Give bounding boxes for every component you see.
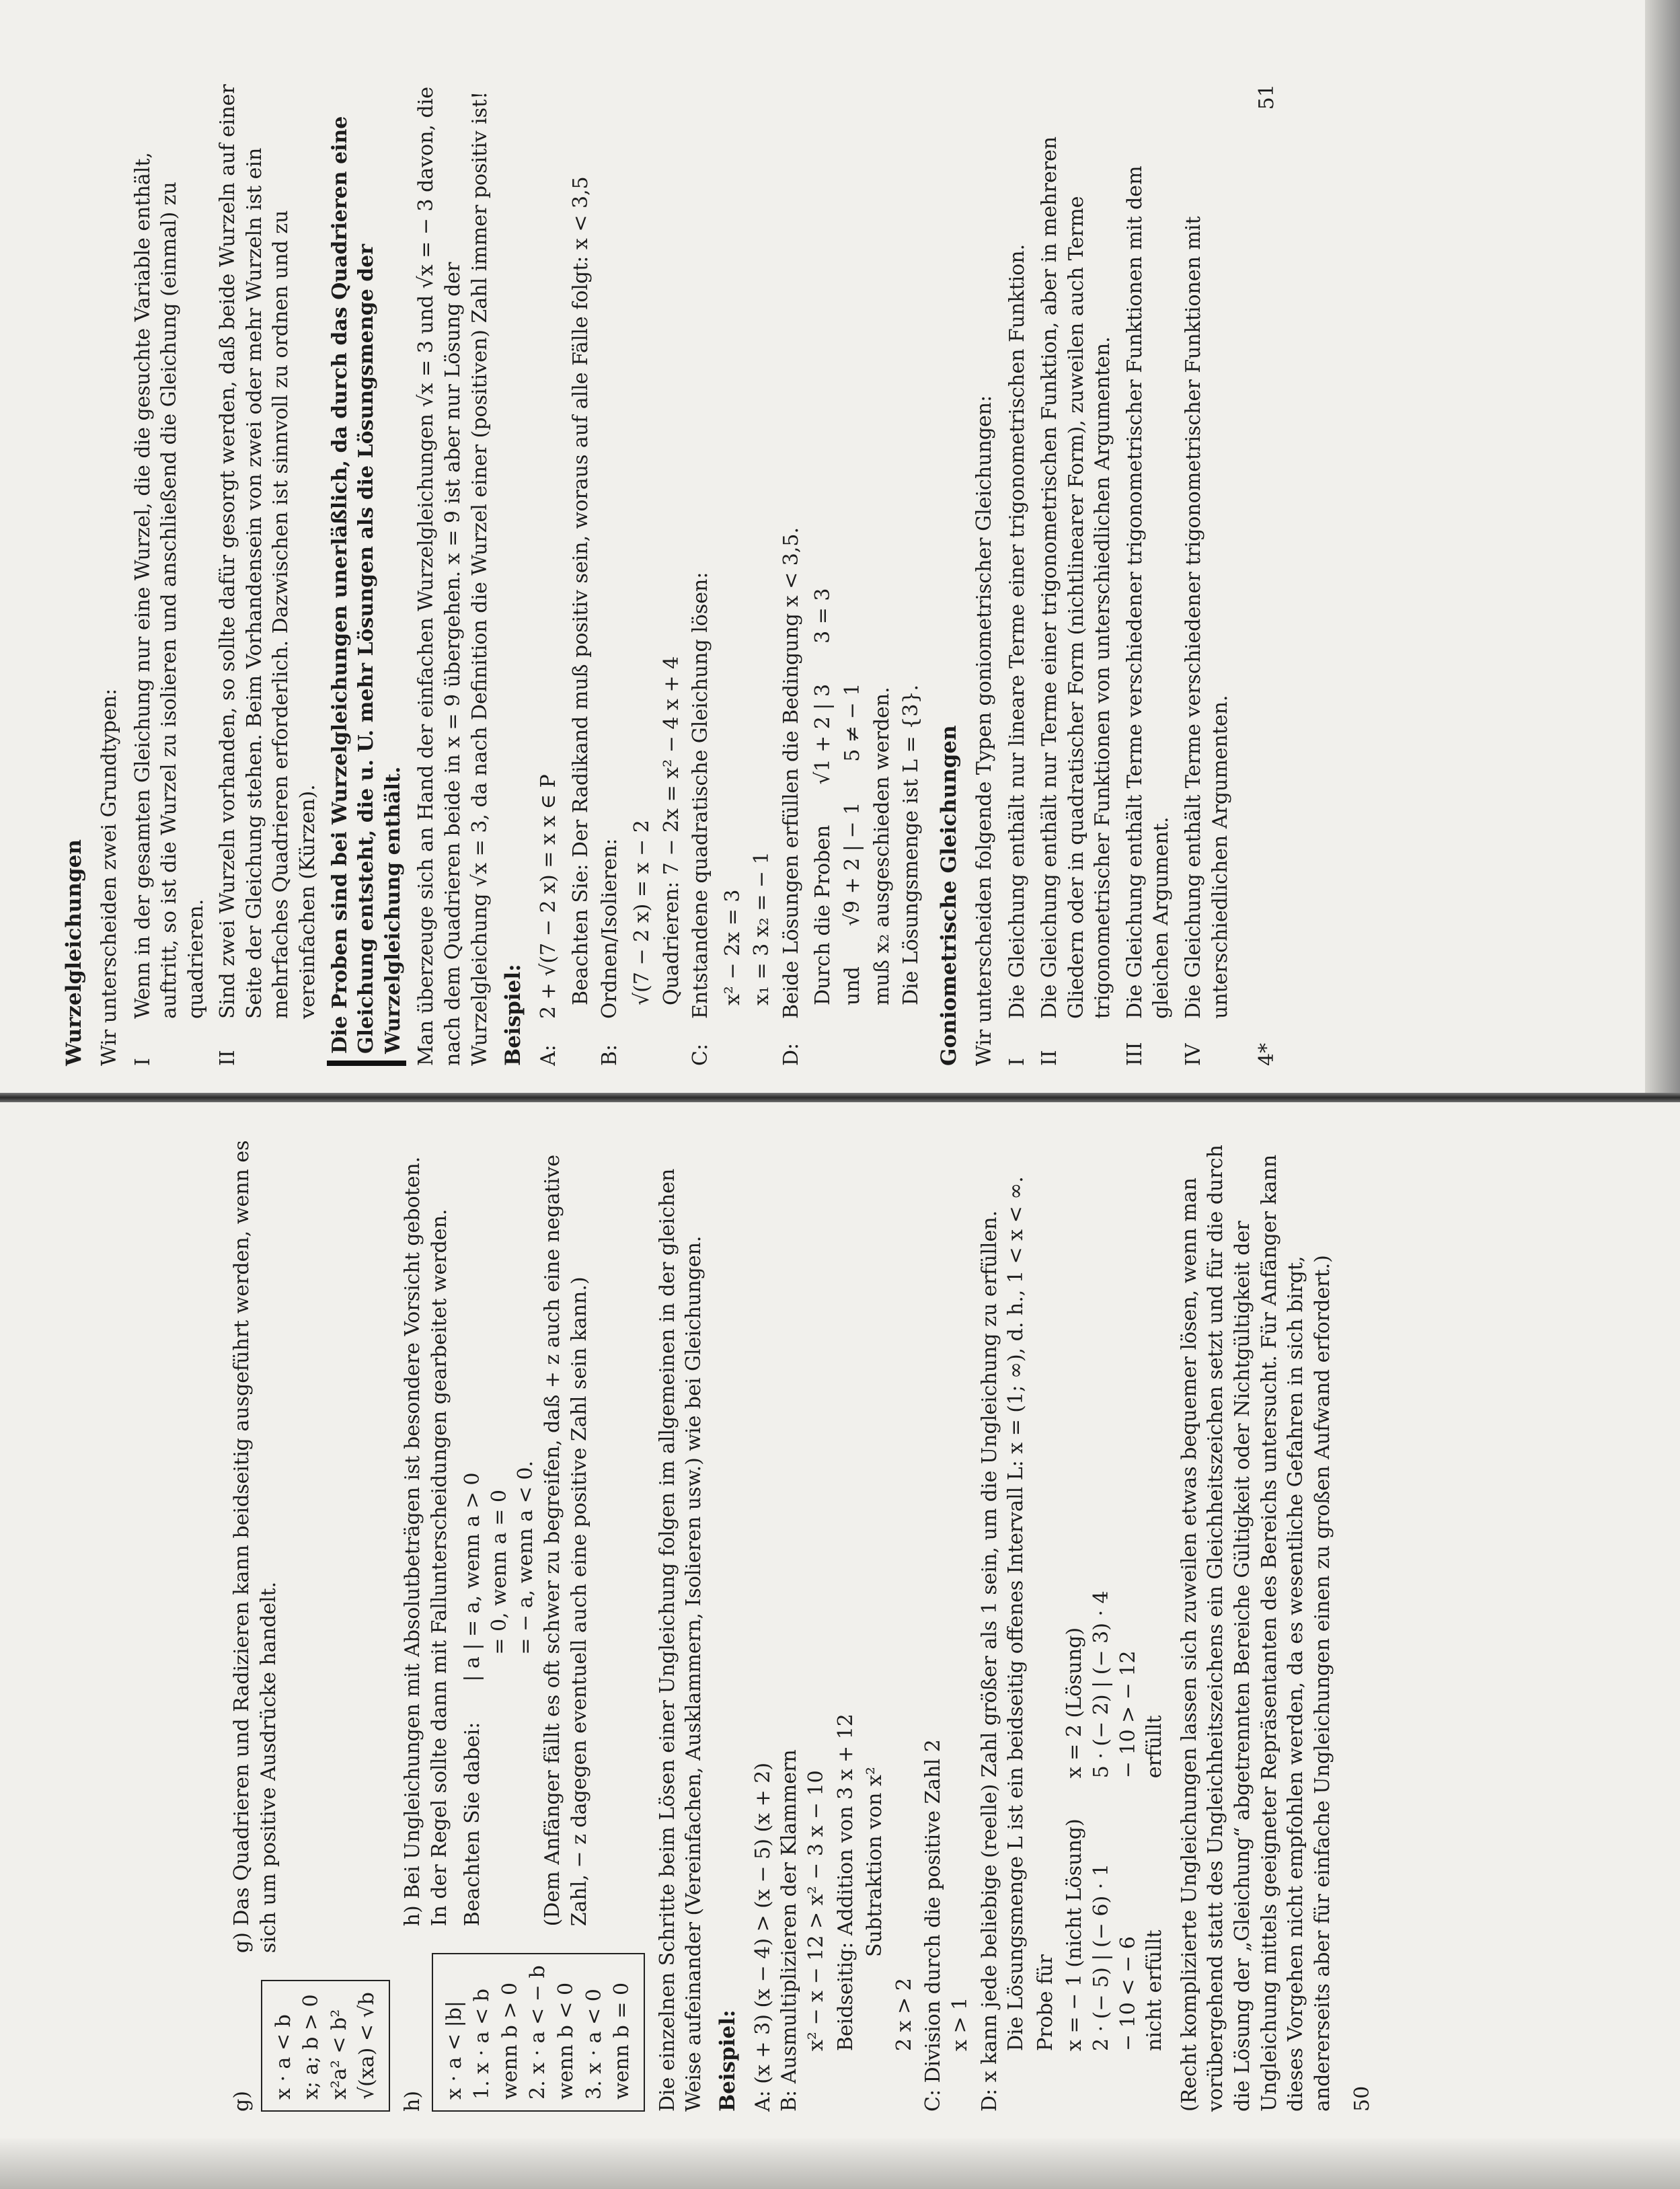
equation: x > 1 (948, 1997, 972, 2051)
page-number: 51 (1255, 84, 1279, 110)
probe-table: x = − 1 (nicht Lösung) 2 · (− 5) | (− 6) · 1 − 10 < − 6 nicht erfüllt x = 2 (Lösung) 5 · (− 2) | (− 3) · 4 − 10 > − 12 erfüllt (1063, 1590, 1167, 2051)
gonio-type: II Die Gleichung enthält nur Terme einer trigonometrischen Funktion, aber in mehreren Gliedern oder in quadratischer Form (nichtlinearer Form), zuweilen auch Terme trigonometrischer Funktionen von unterschiedlichen Argumenten. (1037, 136, 1115, 1066)
page-edge (0, 2139, 1680, 2189)
h-note: (Dem Anfänger fällt es oft schwer zu begreifen, daß + z auch eine negative Zahl, − z dagegen eventuell auch eine positive Zahl sein kann.) (540, 1154, 591, 1927)
equation: 2 x > 2 (892, 1978, 916, 2051)
convince-text: Man überzeuge sich an Hand der einfachen Wurzelgleichungen √x = 3 und √x = − 3 davon, die nach dem Quadrieren beide in x = 9 übergehen. x = 9 ist aber nur Lösung der Wurzelgleichung √x = 3, da nach Definition die Wurzel einer (positiven) Zahl immer positiv ist! (414, 86, 492, 1066)
step-a-note: Beachten Sie: Der Radikand muß positiv sein, woraus auf alle Fälle folgt: x < 3,5 (568, 176, 593, 1005)
probe-row: Durch die Proben √1 + 2 | 3 3 = 3 (811, 588, 835, 1005)
closing-note: (Recht komplizierte Ungleichungen lassen sich zuweilen etwas bequemer lösen, wenn man vorübergehend statt des Ungleichheitszeichens ein Gleichheitszeichen setzt und für die durch die Lösung der „Gleichung“ abgetrennten Bereiche Gültigkeit oder Nichtgültigkeit der Ungleichung mittels geeigneter Repräsentanten des Bereichs untersucht. Für Anfänger kann dieses Vorgehen nicht empfohlen werden, da es wesentliche Gefahren in sich birgt, andererseits aber für einfache Ungleichungen einen zu großen Aufwand erfordert.) (1177, 1145, 1334, 2112)
gonio-type: III Die Gleichung enthält Terme verschiedener trigonometrischer Funktionen mit dem gleichen Argument. (1122, 165, 1174, 1066)
probe-title: Probe für (1033, 1954, 1057, 2051)
equation: √(7 − 2 x) = x − 2 (629, 820, 654, 1005)
section-title-goniometrische: Goniometrische Gleichungen (936, 725, 961, 1066)
step-d: D: x kann jede beliebige (reelle) Zahl größer als 1 sein, um die Ungleichung zu erfüllen. (977, 1210, 1001, 2112)
h-text: h) Bei Ungleichungen mit Absolutbeträgen ist besondere Vorsicht geboten. In der Regel sollte dann mit Fallunterscheidungen gearbeitet werden. (400, 1156, 451, 1927)
step-d-set: Die Lösungsmenge ist L = {3}. (899, 684, 923, 1005)
g-box: x · a < b x; a; b > 0 x²a² < b² √(xa) < √b (261, 1980, 390, 2112)
type-item: II Sind zwei Wurzeln vorhanden, so sollte dafür gesorgt werden, daß beide Wurzeln auf einer Seite der Gleichung stehen. Beim Vorhandensein von zwei oder mehr Wurzeln ist ein mehrfaches Quadrieren erforderlich. Dazwischen ist sinnvoll zu ordnen und zu vereinfachen (Kürzen). (216, 84, 320, 1066)
book-spine (0, 1093, 1680, 1102)
g-label: g) (230, 2091, 254, 2112)
gonio-type: I Die Gleichung enthält nur lineare Terme einer trigonometrischen Funktion. (1005, 243, 1030, 1066)
section-h (399, 1130, 654, 2112)
step-d-out: muß x₂ ausgeschieden werden. (870, 687, 894, 1005)
step-d-set: Die Lösungsmenge L ist ein beidseitig offenes Intervall L: x = (1; ∞), d. h., 1 < x < ∞. (1004, 1176, 1028, 2051)
gonio-type: IV Die Gleichung enthält Terme verschiedener trigonometrischer Funktionen mit unterschiedlichen Argumenten. (1181, 216, 1232, 1066)
h-label: h) (400, 2090, 424, 2112)
step-b: B: Ordnen/Isolieren: (598, 838, 622, 1066)
equation: x² − 2x = 3 (720, 889, 744, 1005)
equation: x² − x − 12 > x² − 3 x − 10 (804, 1770, 828, 2051)
step-b: B: Ausmultiplizieren der Klammern (777, 1749, 802, 2112)
h-box: x · a < |b| 1. x · a < b wenn b > 0 2. x · a < − b wenn b < 0 3. x · a < 0 wenn b = 0 (432, 1953, 645, 2112)
page-edge (1645, 0, 1680, 1093)
section-title-wurzelgleichungen: Wurzelgleichungen (62, 839, 86, 1066)
step-a: A: 2 + √(7 − 2 x) = x x ∈ P (537, 774, 561, 1066)
step-a: A: (x + 3) (x − 4) > (x − 5) (x + 2) (751, 1762, 775, 2112)
probe-row: und √9 + 2 | − 1 5 ≠ − 1 (841, 683, 865, 1005)
example-heading: Beispiel: (715, 2009, 740, 2112)
probe-note: Die Proben sind bei Wurzelgleichungen unerläßlich, da durch das Quadrieren eine Gleichung entsteht, die u. U. mehr Lösungen als die Lösungsmenge der Wurzelgleichung enthält. (327, 84, 407, 1066)
g-text: g) Das Quadrieren und Radizieren kann beidseitig ausgeführt werden, wenn es sich um positive Ausdrücke handelt. (230, 1140, 280, 1954)
steps-intro: Die einzelnen Schritte beim Lösen einer Ungleichung folgen im allgemeinen in der gleichen Weise aufeinander (Vereinfachen, Ausklammern, Isolieren usw.) wie bei Gleichungen. (655, 1168, 706, 2112)
page-footer (1254, 84, 1281, 1066)
step-c: C: Division durch die positive Zahl 2 (921, 1739, 946, 2112)
equation: Beidseitig: Addition von 3 x + 12 (833, 1714, 857, 2051)
equation: Subtraktion von x² (863, 1767, 887, 1957)
signature-mark: 4* (1255, 1042, 1279, 1066)
section-g (229, 1130, 399, 2112)
equation: x₁ = 3 x₂ = − 1 (750, 851, 774, 1005)
page-51 (54, 57, 1601, 1093)
equation: Quadrieren: 7 − 2x = x² − 4 x + 4 (659, 656, 683, 1005)
intro-text: Wir unterscheiden zwei Grundtypen: (97, 688, 121, 1066)
page-50 (222, 1103, 1500, 2139)
step-d: D: Beide Lösungen erfüllen die Bedingung x < 3,5. (779, 527, 803, 1066)
example-heading: Beispiel: (501, 964, 526, 1066)
page-number: 50 (1350, 2085, 1375, 2112)
step-c: C: Entstandene quadratische Gleichung lösen: (689, 572, 713, 1066)
type-item: I Wenn in der gesamten Gleichung nur eine Wurzel, die die gesuchte Variable enthält, auftritt, so ist die Wurzel zu isolieren und anschließend die Gleichung (einmal) zu quadrieren. (130, 152, 208, 1066)
abs-definition: Beachten Sie dabei: | a | = a, wenn a > 0 = 0, wenn a = 0 = − a, wenn a < 0. (461, 1461, 538, 1927)
gonio-intro: Wir unterscheiden folgende Typen goniometrischer Gleichungen: (972, 395, 996, 1066)
